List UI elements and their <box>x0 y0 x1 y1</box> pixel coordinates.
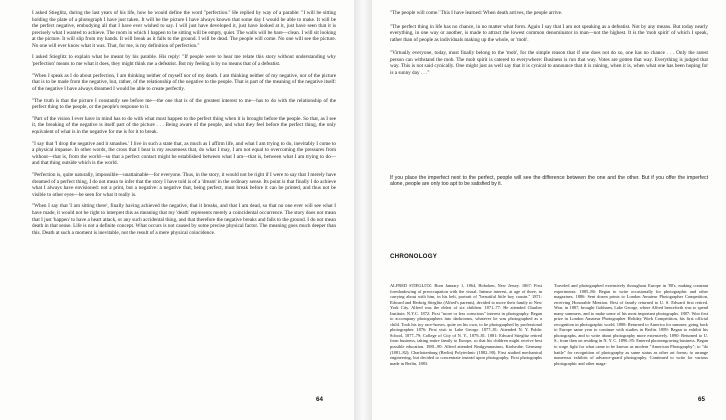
page-number: 65 <box>698 396 705 403</box>
chronology-text: ALFRED STIEGLITZ: Born January 1, 1864, Hoboken, New Jersey. 1867: First foreshadowing of preoccupation with the visual. Intense interest, at age of three, in carrying about with him, in his belt, portrait of "beautiful little boy cousin." 1871: Edward and Hedwig Stieglitz (Alfred's parents), decided to move their family to New York City. Alfred was the eldest of six children. 1871–77: He attended Charlier Institute, N.Y.C. 1872: First "more or less conscious" interest in photography. Began to accompany photographers into darkrooms, whatever he was photographed as a child. Took his toy race-horses, quite on his own, to be photographed by professional photographer. 1876: First visit to Lake George. 1877–81: Attended N. Y. Public School, 1877–79; College of City of N. Y., 1879–81. 1881: Edward Stieglitz retired from business, taking entire family to Europe, so that his children might receive best possible education. 1881–90: Alfred attended Realgymnasium, Karlsruhe, Germany (1881–82); Charlottenburg (Berlin) Polytechnic (1882–90). First studied mechanical engineering, but decided to concentrate instead upon photography. First photographs made in Berlin, 1883. <box>390 283 542 366</box>
paragraph: "The perfect thing in life has no chance, in no matter what form. Again I say that I am not speaking as a defeatist. Not by any means. But today nearly everything, in one way or another, is made to attract the lowest common denominator in man—not the highest. It is the 'mob spirit' of which I speak, rather than of people as individuals making up the whole, or 'mob'. <box>390 23 708 43</box>
paragraph: "I say that 'I drop the negative and it smashes.' I live in such a state that, as much as I affirm life, and what I am trying to do, inevitably I come to a physical impasse. In other words, the cross that I bear is my awareness that, do what I may, I am not equal to overcoming the pressures from without—that is, from the world—so that a perfect contact might be established between what I am—that is, between what I am trying to do—and that thing outside which is the world. <box>32 140 336 167</box>
note-text: If you place the imperfect next to the perfect, people will see the difference between the one and the other. But if you offer the imperfect alone, people are only too apt to be satisfied by it. <box>390 175 708 188</box>
chronology-text: Traveled and photographed extensively throughout Europe in '80's, making constant experiments. 1885–86: Began to write occasionally for photographic and other magazines. 1886: Sent dozen prints to London Amateur Photographer Competition, receiving Honorable Mention. Rest of family returned to U. S. Edward first retired. Won, in 1887, brought Gokhaen, Lake George, where Alfred henceforth was to spend many summers, and to make some of his most important photographs. 1887: Won first prize in London Amateur Photographer Holiday Work Competition, his first official recognition in photographic world. 1888: Returned to America for summer, going back to Europe same year to continue with studies in Berlin. 1889: Began to exhibit his photographs, and to write about photography more extensively. 1890: Returned to U. S., from then on residing in N. Y. C. 1890–95: Entered photoengraving business. Began to wage fight for what came to be known as modern "American Photography"; to "do battle" for recognition of photography as same status as other art forms; to arrange numerous exhibits of advance-guard photography. Continued to write for various photographic and other maga- <box>554 283 708 366</box>
chronology-heading: CHRONOLOGY <box>390 253 438 260</box>
paragraph: "The truth is that the picture I constantly see before me—the one that is of the greatest interest to me—has to do with the relationship of the perfect thing to the people, or the people's response to it. <box>32 97 336 111</box>
paragraph: "Part of the vision I ever have in mind has to do with what must happen to the perfect thing when it is brought before the people. So that, as I see it, the breaking of the negative is itself part of the picture . . . Being aware of the people, and what they feel before the perfect thing, the only equivalent of what is in the negative for me is for it to break. <box>32 115 336 135</box>
paragraph: "Virtually everyone, today, must finally belong to the 'mob', for the simple reason that if one does not do so, one has no chance . . . Only the rarest person can withstand the mob. The mob spirit is catered to everywhere: Business is run that way. Votes are gotten that way. Everything is judged that way. This is not said cynically. One might just as well say that it is cynical to announce that it is raining, when it is, when what one has been hoping for is a sunny day . . ." <box>390 50 708 76</box>
paragraph: "When I speak as I do about perfection, I am thinking neither of myself nor of my death. I am thinking neither of my negative, nor of the picture that is to be made from the negative, but, rather, of the relationship of the negative to the people. That is part of the meaning of the negative itself: of the negative I have always dreamed I would be able to create perfectly. <box>32 72 336 92</box>
right-page <box>372 0 726 420</box>
paragraph: "The people will come.' This I have learned: When death arrives, the people arrive. <box>390 10 563 16</box>
paragraph: I asked Stieglitz to explain what he meant by his parable. His reply: "If people were to hear me relate this story without understanding why 'perfection' means to me what it does, they might think me a defeatist. But my feeling is by no means that of a defeatist. <box>32 54 336 68</box>
paragraph: I asked Stieglitz, during the last years of his life, how he would define the word "perfection." He replied by way of a parable: "I will be sitting holding the plate of a photograph I have just taken. It will be the picture I have always known that some day I would be able to make. It will be the perfect negative, embodying all that I have ever wished to say. I will just have developed it, just have looked at it, just have seen that it is precisely what I wanted to achieve. The room in which I happen to be sitting will be empty, quiet. The walls will be bare—clean. I will sit looking at the picture. It will slip from my hands. It will break as it falls to the ground. I will be dead. The people will come. No one will see the picture. No one will ever know what it was. That, for me, is my definition of perfection." <box>32 10 336 49</box>
quote-block <box>390 10 708 83</box>
left-page-text <box>32 10 336 241</box>
chronology-column-left <box>390 283 542 366</box>
paragraph: "When I say that 'I am sitting there', finally having achieved the negative, that it breaks, and that I am dead, so that no one ever will see what I have made, it would not be right to interpret this as meaning that my 'death' represents merely a coincidental occurrence. The story does not mean that I just 'happen' to have a heart attack, or any such accidental thing, and that therefore the negative breaks and falls to the ground. I do not mean death in that sense. Life is not a definite concept. What occurs is not caused by some precise physical factor. The meaning goes much deeper than this. Death at such a moment is inevitable, not the result of a mere physical coincidence. <box>32 203 336 236</box>
paragraph: "Perfection is, quite naturally, impossible—unattainable—for everyone. Thus, in the story, it would not be right if I were to say that I merely have dreamed of a perfect thing, I do not mean to infer that the story I have told is of a 'dream' in the ordinary sense. Its point is that finally I do achieve what I always have envisioned: not a print, but a negative: a negative that, being perfect, must break before it can be printed, and thus not be visible to other eyes—be seen for what it really is. <box>32 172 336 198</box>
chronology-column-right <box>554 283 708 366</box>
book-gutter <box>354 0 372 420</box>
note-block <box>390 175 708 188</box>
left-page <box>0 0 354 420</box>
page-number: 64 <box>316 396 323 403</box>
